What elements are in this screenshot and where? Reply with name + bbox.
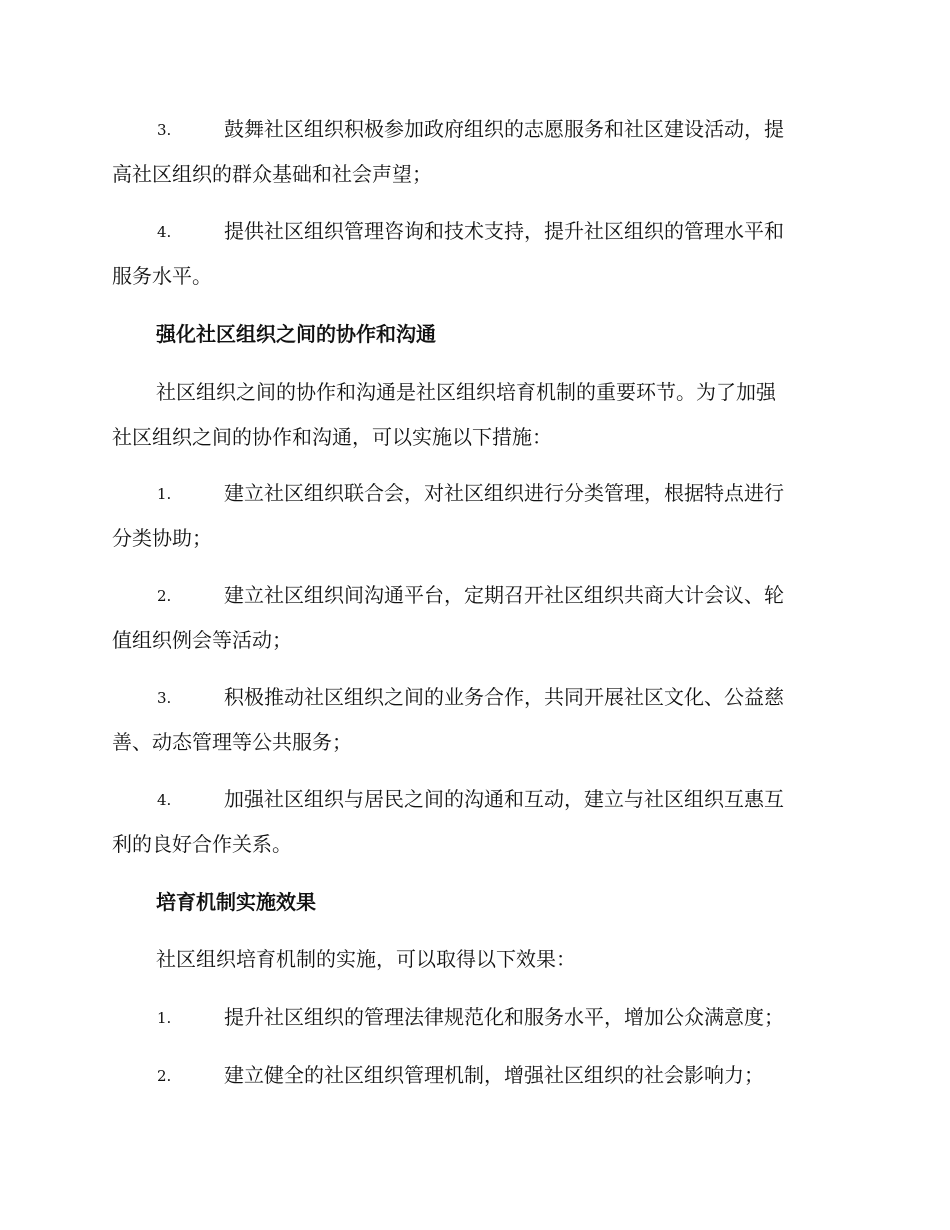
list-item-text: 服务水平。 bbox=[112, 264, 212, 288]
paragraph-text: 社区组织之间的协作和沟通，可以实施以下措施： bbox=[112, 425, 552, 449]
list-number: 2. bbox=[157, 587, 172, 605]
list-item-text: 加强社区组织与居民之间的沟通和互动，建立与社区组织互惠互 bbox=[224, 787, 784, 811]
section-heading: 强化社区组织之间的协作和沟通 bbox=[156, 322, 436, 346]
list-item-text: 提升社区组织的管理法律规范化和服务水平，增加公众满意度； bbox=[224, 1005, 784, 1029]
list-number: 3. bbox=[157, 689, 172, 707]
list-item-text: 善、动态管理等公共服务； bbox=[112, 730, 352, 754]
list-number: 4. bbox=[157, 791, 172, 809]
list-item-text: 利的良好合作关系。 bbox=[112, 832, 292, 856]
paragraph-text: 社区组织之间的协作和沟通是社区组织培育机制的重要环节。为了加强 bbox=[156, 380, 776, 404]
list-item-text: 提供社区组织管理咨询和技术支持，提升社区组织的管理水平和 bbox=[224, 219, 784, 243]
list-item-text: 鼓舞社区组织积极参加政府组织的志愿服务和社区建设活动，提 bbox=[224, 117, 784, 141]
list-number: 1. bbox=[157, 485, 172, 503]
list-number: 3. bbox=[157, 121, 172, 139]
list-item-text: 建立社区组织间沟通平台，定期召开社区组织共商大计会议、轮 bbox=[224, 583, 784, 607]
list-number: 2. bbox=[157, 1067, 172, 1085]
list-number: 1. bbox=[157, 1009, 172, 1027]
list-item-text: 分类协助； bbox=[112, 526, 212, 550]
section-heading: 培育机制实施效果 bbox=[156, 890, 316, 914]
list-item-text: 高社区组织的群众基础和社会声望； bbox=[112, 162, 432, 186]
paragraph-text: 社区组织培育机制的实施，可以取得以下效果： bbox=[156, 947, 576, 971]
list-item-text: 积极推动社区组织之间的业务合作，共同开展社区文化、公益慈 bbox=[224, 685, 784, 709]
list-item-text: 建立健全的社区组织管理机制，增强社区组织的社会影响力； bbox=[224, 1063, 764, 1087]
list-item-text: 建立社区组织联合会，对社区组织进行分类管理，根据特点进行 bbox=[224, 481, 784, 505]
list-item-text: 值组织例会等活动； bbox=[112, 628, 292, 652]
list-number: 4. bbox=[157, 223, 172, 241]
